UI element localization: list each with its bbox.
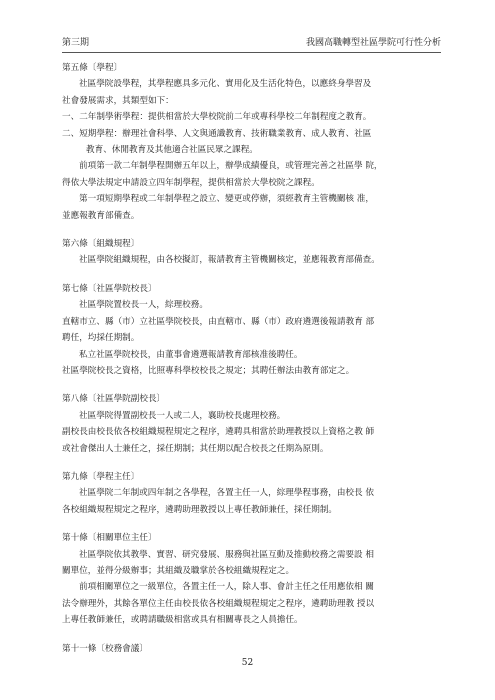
article-heading: 第十一條〔校務會議〕 bbox=[62, 643, 148, 654]
paragraph: 前項第一款二年制學程開辦五年以上，辦學成績優良，或管理完善之社區學 院， bbox=[79, 161, 383, 172]
page-number: 52 bbox=[241, 658, 254, 668]
paragraph-continuation: 社會發展需求，其類型如下： bbox=[62, 95, 174, 106]
article-9 bbox=[62, 469, 442, 518]
paragraph-continuation: 關單位，並得分級辦事；其組織及職掌於各校組織規程定之。 bbox=[62, 565, 295, 576]
article-6 bbox=[62, 236, 442, 269]
paragraph: 社區學院二年制或四年制之各學程，各置主任一人，綜理學程事務，由校長 依 bbox=[79, 488, 374, 499]
paragraph: 社區學院置校長一人，綜理校務。 bbox=[79, 300, 208, 311]
article-heading: 第七條〔社區學院校長〕 bbox=[62, 283, 157, 294]
document-body bbox=[62, 60, 442, 657]
paragraph: 社區學院得置副校長一人或二人，襄助校長處理校務。 bbox=[79, 410, 286, 421]
article-7 bbox=[62, 281, 442, 379]
paragraph-continuation: 各校組織規程規定之程序，遴聘助理教授以上專任教師兼任，採任期制。 bbox=[62, 504, 338, 515]
header-rule bbox=[62, 52, 441, 53]
article-heading: 第六條〔組織規程〕 bbox=[62, 239, 140, 250]
article-10 bbox=[62, 530, 442, 628]
article-heading: 第九條〔學程主任〕 bbox=[62, 471, 140, 482]
article-heading: 第五條〔學程〕 bbox=[62, 63, 123, 73]
article-5 bbox=[62, 60, 442, 224]
paragraph: 前項相關單位之一級單位，各置主任一人，除人事、會計主任之任用應依相 關 bbox=[79, 582, 374, 593]
article-heading: 第八條〔社區學院副校長〕 bbox=[62, 394, 166, 405]
page-header bbox=[62, 36, 441, 50]
list-item: 二、短期學程：辦理社會科學、人文與通識教育、技術職業教育、成人教育、社區 bbox=[62, 128, 372, 139]
header-title: 我國高職轉型社區學院可行性分析 bbox=[305, 38, 441, 48]
paragraph-continuation: 得依大學法規定申請設立四年制學程，提供相當於大學校院之課程。 bbox=[62, 177, 320, 188]
article-11 bbox=[62, 641, 442, 657]
paragraph-continuation: 並應報教育部備查。 bbox=[62, 210, 140, 221]
article-8 bbox=[62, 391, 442, 457]
list-item-continuation: 教育、休閒教育及其他適合社區民眾之課程。 bbox=[86, 145, 258, 156]
paragraph: 社區學院設學程，其學程應具多元化、實用化及生活化特色，以應終身學習及 bbox=[79, 79, 372, 90]
paragraph: 直轄市立、縣（市）立社區學院校長，由直轄市、縣（市）政府遴選後報請教育 部 bbox=[62, 316, 375, 327]
paragraph: 社區學院依其教學、實習、研究發展、服務與社區互動及推動校務之需要設 相 bbox=[79, 549, 374, 560]
paragraph-continuation: 聘任，均採任期制。 bbox=[62, 333, 140, 344]
article-heading: 第十條〔相關單位主任〕 bbox=[62, 533, 157, 544]
paragraph: 社區學院校長之資格，比照專科學校校長之規定；其聘任辦法由教育部定之。 bbox=[62, 365, 355, 376]
paragraph: 副校長由校長依各校組織規程規定之程序，遴聘具相當於助理教授以上資格之教 師 bbox=[62, 427, 375, 438]
paragraph: 社區學院組織規程，由各校擬訂，報請教育主管機關核定，並應報教育部備查。 bbox=[79, 255, 380, 266]
paragraph-continuation: 上專任教師兼任，或聘請職級相當或具有相關專長之人員擔任。 bbox=[62, 615, 303, 626]
header-issue-label: 第三期 bbox=[62, 38, 90, 48]
list-item: 一、二年制學術學程：提供相當於大學校院前二年或專科學校二年制程度之教育。 bbox=[62, 112, 372, 123]
paragraph: 私立社區學院校長，由董事會遴選報請教育部核准後聘任。 bbox=[79, 349, 303, 360]
paragraph-continuation: 法令辦理外，其餘各單位主任由校長依各校組織規程規定之程序，遴聘助理教 授以 bbox=[62, 598, 375, 609]
paragraph-continuation: 或社會傑出人士兼任之，採任期制；其任期以配合校長之任期為原則。 bbox=[62, 443, 329, 454]
paragraph: 第一項短期學程或二年制學程之設立、變更或停辦，須經教育主管機關核 准， bbox=[79, 194, 374, 205]
